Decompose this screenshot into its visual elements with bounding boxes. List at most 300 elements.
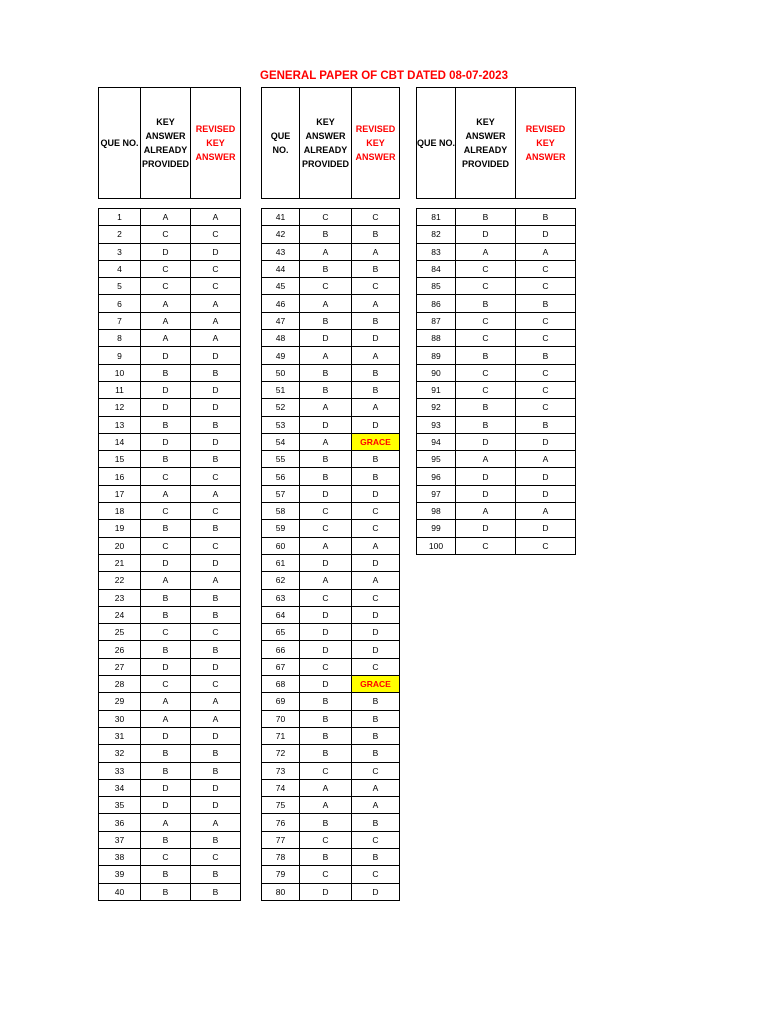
question-number-cell: 75: [262, 797, 300, 814]
question-number-cell: 61: [262, 554, 300, 571]
key-answer-cell: D: [141, 554, 191, 571]
question-number-cell: 54: [262, 433, 300, 450]
revised-answer-cell: A: [516, 503, 576, 520]
table-row: [417, 399, 576, 416]
key-answer-cell: A: [300, 347, 352, 364]
table-row: [262, 260, 400, 277]
question-number-cell: 90: [417, 364, 456, 381]
header-key-answer: KEY ANSWER ALREADY PROVIDED: [456, 88, 516, 199]
table-row: [99, 641, 241, 658]
question-number-cell: 38: [99, 848, 141, 865]
question-number-cell: 26: [99, 641, 141, 658]
revised-answer-cell: B: [352, 745, 400, 762]
table-row: [99, 537, 241, 554]
question-number-cell: 48: [262, 330, 300, 347]
revised-answer-cell: C: [191, 260, 241, 277]
question-number-cell: 22: [99, 572, 141, 589]
table-row: [262, 209, 400, 226]
table-row: [99, 676, 241, 693]
key-answer-cell: C: [141, 537, 191, 554]
question-number-cell: 44: [262, 260, 300, 277]
revised-answer-cell: B: [352, 814, 400, 831]
revised-answer-cell: A: [352, 537, 400, 554]
table-row: [99, 399, 241, 416]
question-number-cell: 64: [262, 606, 300, 623]
table-row: [417, 364, 576, 381]
key-answer-cell: B: [141, 745, 191, 762]
table-row: [417, 347, 576, 364]
question-number-cell: 13: [99, 416, 141, 433]
table-row: [99, 520, 241, 537]
revised-answer-cell: A: [191, 572, 241, 589]
question-number-cell: 21: [99, 554, 141, 571]
question-number-cell: 2: [99, 226, 141, 243]
question-number-cell: 32: [99, 745, 141, 762]
key-answer-cell: B: [300, 381, 352, 398]
question-number-cell: 69: [262, 693, 300, 710]
question-number-cell: 74: [262, 779, 300, 796]
question-number-cell: 6: [99, 295, 141, 312]
question-number-cell: 12: [99, 399, 141, 416]
spacer-cell: [516, 199, 576, 209]
key-answer-cell: B: [300, 727, 352, 744]
key-answer-cell: C: [456, 260, 516, 277]
revised-answer-cell: D: [191, 243, 241, 260]
revised-answer-cell: D: [191, 797, 241, 814]
question-number-cell: 68: [262, 676, 300, 693]
key-answer-cell: B: [300, 312, 352, 329]
revised-answer-cell: C: [191, 848, 241, 865]
key-answer-cell: A: [141, 312, 191, 329]
question-number-cell: 14: [99, 433, 141, 450]
revised-answer-cell: D: [191, 399, 241, 416]
table-row: [262, 278, 400, 295]
key-answer-cell: B: [141, 883, 191, 900]
header-que-no: QUE NO.: [417, 88, 456, 199]
table-row: [99, 883, 241, 900]
revised-answer-cell: D: [191, 381, 241, 398]
key-answer-cell: D: [141, 779, 191, 796]
key-answer-cell: D: [300, 606, 352, 623]
table-row: [262, 537, 400, 554]
key-answer-cell: C: [141, 278, 191, 295]
key-answer-cell: D: [300, 330, 352, 347]
table-row: [262, 330, 400, 347]
table-row: [99, 243, 241, 260]
key-answer-cell: A: [300, 572, 352, 589]
revised-answer-cell: B: [191, 883, 241, 900]
key-answer-cell: A: [300, 433, 352, 450]
table-row: [99, 624, 241, 641]
question-number-cell: 67: [262, 658, 300, 675]
key-answer-cell: B: [141, 416, 191, 433]
revised-answer-cell: B: [352, 468, 400, 485]
revised-answer-cell: A: [352, 797, 400, 814]
table-row: [99, 347, 241, 364]
key-answer-cell: A: [300, 399, 352, 416]
key-answer-cell: A: [141, 572, 191, 589]
revised-answer-cell: B: [516, 209, 576, 226]
question-number-cell: 3: [99, 243, 141, 260]
revised-answer-cell: A: [516, 451, 576, 468]
table-row: [417, 537, 576, 554]
key-answer-cell: D: [300, 416, 352, 433]
key-answer-cell: A: [141, 209, 191, 226]
table-row: [262, 572, 400, 589]
question-number-cell: 17: [99, 485, 141, 502]
table-row: [262, 451, 400, 468]
key-answer-cell: D: [456, 226, 516, 243]
question-number-cell: 58: [262, 503, 300, 520]
question-number-cell: 59: [262, 520, 300, 537]
key-answer-cell: A: [456, 503, 516, 520]
revised-answer-cell: D: [352, 606, 400, 623]
revised-answer-cell: C: [352, 831, 400, 848]
spacer-cell: [141, 199, 191, 209]
header-revised-key: REVISED KEY ANSWER: [516, 88, 576, 199]
question-number-cell: 100: [417, 537, 456, 554]
question-number-cell: 20: [99, 537, 141, 554]
revised-answer-cell: D: [352, 641, 400, 658]
key-answer-cell: D: [300, 485, 352, 502]
table-row: [262, 710, 400, 727]
question-number-cell: 34: [99, 779, 141, 796]
key-answer-cell: B: [141, 589, 191, 606]
key-answer-cell: A: [456, 451, 516, 468]
question-number-cell: 1: [99, 209, 141, 226]
question-number-cell: 42: [262, 226, 300, 243]
question-number-cell: 81: [417, 209, 456, 226]
question-number-cell: 11: [99, 381, 141, 398]
question-number-cell: 31: [99, 727, 141, 744]
revised-answer-cell: D: [352, 485, 400, 502]
question-number-cell: 52: [262, 399, 300, 416]
table-row: [99, 451, 241, 468]
revised-answer-cell: A: [352, 295, 400, 312]
revised-answer-cell: B: [191, 606, 241, 623]
table-row: [99, 762, 241, 779]
key-answer-cell: B: [456, 347, 516, 364]
revised-answer-cell: A: [352, 572, 400, 589]
table-row: [99, 710, 241, 727]
table-row: [262, 243, 400, 260]
question-number-cell: 77: [262, 831, 300, 848]
key-answer-cell: C: [300, 589, 352, 606]
spacer-cell: [456, 199, 516, 209]
key-answer-cell: A: [141, 814, 191, 831]
spacer-cell: [191, 199, 241, 209]
table-row: [417, 485, 576, 502]
question-number-cell: 5: [99, 278, 141, 295]
key-answer-cell: D: [300, 641, 352, 658]
revised-answer-cell: B: [191, 451, 241, 468]
table-row: [99, 814, 241, 831]
table-row: [99, 589, 241, 606]
revised-answer-cell: C: [352, 520, 400, 537]
revised-answer-cell: D: [191, 554, 241, 571]
table-row: [99, 485, 241, 502]
revised-answer-cell: B: [516, 347, 576, 364]
revised-answer-cell: A: [191, 312, 241, 329]
table-row: [99, 572, 241, 589]
question-number-cell: 9: [99, 347, 141, 364]
table-row: [262, 399, 400, 416]
key-answer-cell: B: [456, 295, 516, 312]
question-number-cell: 18: [99, 503, 141, 520]
table-row: [99, 693, 241, 710]
revised-answer-cell: C: [191, 468, 241, 485]
table-row: [99, 727, 241, 744]
key-answer-cell: B: [456, 399, 516, 416]
question-number-cell: 51: [262, 381, 300, 398]
table-row: [417, 503, 576, 520]
table-row: [99, 330, 241, 347]
revised-answer-cell: B: [352, 312, 400, 329]
key-answer-cell: B: [141, 606, 191, 623]
key-answer-cell: C: [141, 226, 191, 243]
key-answer-cell: C: [456, 278, 516, 295]
question-number-cell: 27: [99, 658, 141, 675]
question-number-cell: 93: [417, 416, 456, 433]
revised-answer-cell: C: [516, 537, 576, 554]
key-answer-cell: D: [141, 433, 191, 450]
revised-answer-cell: C: [516, 381, 576, 398]
key-answer-cell: B: [300, 848, 352, 865]
revised-answer-cell: B: [516, 416, 576, 433]
table-row: [262, 658, 400, 675]
table-row: [262, 676, 400, 693]
revised-answer-cell: B: [191, 589, 241, 606]
question-number-cell: 99: [417, 520, 456, 537]
question-number-cell: 30: [99, 710, 141, 727]
key-answer-cell: B: [456, 209, 516, 226]
table-row: [417, 330, 576, 347]
question-number-cell: 8: [99, 330, 141, 347]
key-answer-cell: B: [300, 693, 352, 710]
revised-answer-cell: D: [516, 226, 576, 243]
spacer-row: [99, 199, 241, 209]
question-number-cell: 7: [99, 312, 141, 329]
revised-answer-cell: D: [516, 433, 576, 450]
question-number-cell: 24: [99, 606, 141, 623]
revised-answer-cell: B: [191, 520, 241, 537]
page-title: GENERAL PAPER OF CBT DATED 08-07-2023: [260, 70, 508, 82]
revised-answer-cell: C: [352, 866, 400, 883]
revised-answer-cell: C: [352, 209, 400, 226]
spacer-row: [417, 199, 576, 209]
key-answer-cell: C: [300, 658, 352, 675]
question-number-cell: 46: [262, 295, 300, 312]
key-answer-cell: D: [141, 399, 191, 416]
key-answer-cell: C: [300, 866, 352, 883]
question-number-cell: 84: [417, 260, 456, 277]
key-answer-cell: C: [456, 381, 516, 398]
table-row: [262, 433, 400, 450]
table-body: [262, 199, 400, 901]
table-row: [99, 606, 241, 623]
revised-answer-cell: A: [352, 243, 400, 260]
revised-answer-cell: B: [352, 848, 400, 865]
question-number-cell: 43: [262, 243, 300, 260]
revised-answer-cell: A: [191, 693, 241, 710]
table-row: [262, 295, 400, 312]
header-key-answer: KEY ANSWER ALREADY PROVIDED: [300, 88, 352, 199]
key-answer-cell: C: [141, 260, 191, 277]
question-number-cell: 85: [417, 278, 456, 295]
revised-answer-cell: B: [352, 693, 400, 710]
revised-answer-cell: D: [352, 554, 400, 571]
table-row: [99, 416, 241, 433]
revised-answer-cell: D: [191, 779, 241, 796]
revised-answer-cell: B: [191, 364, 241, 381]
table-row: [417, 451, 576, 468]
question-number-cell: 83: [417, 243, 456, 260]
revised-answer-cell: D: [191, 347, 241, 364]
key-answer-cell: A: [300, 797, 352, 814]
table-row: [262, 416, 400, 433]
table-row: [262, 727, 400, 744]
revised-answer-cell: C: [352, 503, 400, 520]
table-row: [262, 779, 400, 796]
key-answer-cell: B: [141, 831, 191, 848]
revised-answer-cell: A: [191, 295, 241, 312]
table-row: [417, 416, 576, 433]
revised-answer-cell: C: [352, 278, 400, 295]
question-number-cell: 35: [99, 797, 141, 814]
key-answer-cell: A: [141, 693, 191, 710]
key-answer-cell: C: [300, 520, 352, 537]
key-answer-cell: D: [300, 554, 352, 571]
spacer-row: [262, 199, 400, 209]
revised-answer-cell: B: [191, 416, 241, 433]
question-number-cell: 96: [417, 468, 456, 485]
question-number-cell: 57: [262, 485, 300, 502]
table-row: [262, 347, 400, 364]
key-answer-cell: B: [300, 260, 352, 277]
key-answer-cell: C: [141, 503, 191, 520]
key-answer-cell: C: [456, 312, 516, 329]
revised-answer-cell: B: [352, 364, 400, 381]
question-number-cell: 60: [262, 537, 300, 554]
table-row: [99, 468, 241, 485]
question-number-cell: 88: [417, 330, 456, 347]
spacer-cell: [352, 199, 400, 209]
key-answer-cell: B: [141, 641, 191, 658]
table-row: [99, 260, 241, 277]
question-number-cell: 97: [417, 485, 456, 502]
table-body: [417, 199, 576, 555]
question-number-cell: 92: [417, 399, 456, 416]
revised-answer-cell: B: [516, 295, 576, 312]
question-number-cell: 15: [99, 451, 141, 468]
question-number-cell: 91: [417, 381, 456, 398]
question-number-cell: 10: [99, 364, 141, 381]
table-row: [262, 503, 400, 520]
key-answer-cell: C: [300, 503, 352, 520]
spacer-cell: [300, 199, 352, 209]
question-number-cell: 4: [99, 260, 141, 277]
revised-answer-cell: C: [516, 278, 576, 295]
question-number-cell: 41: [262, 209, 300, 226]
key-answer-cell: D: [300, 883, 352, 900]
question-number-cell: 79: [262, 866, 300, 883]
question-number-cell: 70: [262, 710, 300, 727]
key-answer-cell: B: [141, 451, 191, 468]
spacer-cell: [262, 199, 300, 209]
header-que-no: QUE NO.: [262, 88, 300, 199]
question-number-cell: 71: [262, 727, 300, 744]
table-row: [99, 503, 241, 520]
key-answer-cell: C: [141, 624, 191, 641]
question-number-cell: 72: [262, 745, 300, 762]
spacer-cell: [417, 199, 456, 209]
revised-answer-cell: C: [191, 624, 241, 641]
revised-answer-cell: D: [516, 520, 576, 537]
key-answer-cell: A: [300, 295, 352, 312]
revised-answer-cell: A: [516, 243, 576, 260]
question-number-cell: 63: [262, 589, 300, 606]
revised-answer-cell: A: [352, 347, 400, 364]
question-number-cell: 98: [417, 503, 456, 520]
question-number-cell: 86: [417, 295, 456, 312]
key-answer-cell: C: [300, 762, 352, 779]
question-number-cell: 40: [99, 883, 141, 900]
question-number-cell: 19: [99, 520, 141, 537]
question-number-cell: 45: [262, 278, 300, 295]
table-row: [262, 641, 400, 658]
table-row: [417, 295, 576, 312]
key-answer-cell: A: [141, 710, 191, 727]
table-row: [417, 468, 576, 485]
question-number-cell: 87: [417, 312, 456, 329]
header-key-answer: KEY ANSWER ALREADY PROVIDED: [141, 88, 191, 199]
table-row: [262, 831, 400, 848]
header-revised-key: REVISED KEY ANSWER: [352, 88, 400, 199]
key-answer-cell: A: [141, 295, 191, 312]
question-number-cell: 66: [262, 641, 300, 658]
answer-key-table-2: [261, 87, 400, 901]
revised-answer-cell: A: [191, 814, 241, 831]
answer-key-table-3: [416, 87, 576, 555]
revised-answer-cell: C: [352, 762, 400, 779]
revised-answer-cell: B: [191, 745, 241, 762]
table-row: [99, 831, 241, 848]
key-answer-cell: B: [300, 364, 352, 381]
revised-answer-cell: B: [352, 451, 400, 468]
revised-answer-cell: C: [191, 676, 241, 693]
key-answer-cell: B: [300, 710, 352, 727]
table-row: [99, 797, 241, 814]
key-answer-cell: C: [456, 364, 516, 381]
question-number-cell: 23: [99, 589, 141, 606]
key-answer-cell: D: [456, 485, 516, 502]
key-answer-cell: D: [456, 468, 516, 485]
key-answer-cell: D: [300, 624, 352, 641]
revised-answer-cell: D: [191, 433, 241, 450]
key-answer-cell: A: [300, 537, 352, 554]
revised-answer-cell: C: [516, 399, 576, 416]
question-number-cell: 29: [99, 693, 141, 710]
table-row: [417, 433, 576, 450]
answer-key-table-1: [98, 87, 241, 901]
question-number-cell: 80: [262, 883, 300, 900]
revised-answer-cell: A: [191, 710, 241, 727]
revised-answer-cell: A: [352, 399, 400, 416]
revised-answer-cell: B: [352, 381, 400, 398]
question-number-cell: 78: [262, 848, 300, 865]
revised-answer-cell: C: [516, 312, 576, 329]
table-row: [99, 312, 241, 329]
